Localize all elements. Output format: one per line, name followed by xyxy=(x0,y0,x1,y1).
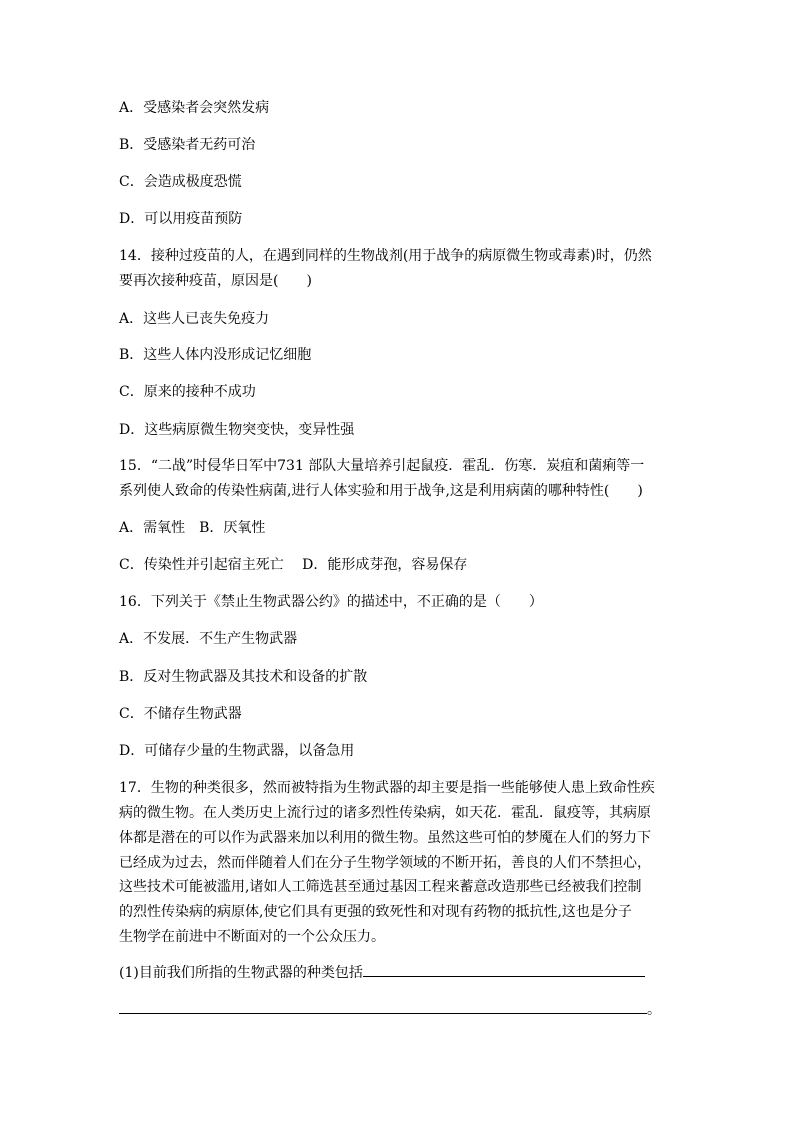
q14-option-a: A．这些人已丧失免疫力 xyxy=(119,311,270,327)
q17-passage-line3: 体都是潜在的可以作为武器来加以利用的微生物。虽然这些可怕的梦魇在人们的努力下 xyxy=(119,830,651,846)
q17-sub1-line xyxy=(119,962,645,982)
q14-stem-line2: 要再次接种疫苗，原因是( ) xyxy=(119,273,312,289)
q14-option-d: D．这些病原微生物突变快，变异性强 xyxy=(119,422,355,438)
q17-passage-line6: 的烈性传染病的病原体,使它们具有更强的致死性和对现有药物的抵抗性,这也是分子 xyxy=(119,904,632,920)
q17-passage-line1: 17．生物的种类很多，然而被特指为生物武器的却主要是指一些能够使人患上致命性疾 xyxy=(119,780,655,796)
q17-sub1-end-punct: 。 xyxy=(647,1002,661,1018)
q15-stem-line2: 系列使人致命的传染性病菌,进行人体实验和用于战争,这是利用病菌的哪种特性( ) xyxy=(119,483,643,499)
q17-passage-line4: 已经成为过去，然而伴随着人们在分子生物学领域的不断开拓，善良的人们不禁担心， xyxy=(119,855,651,871)
q15-options-cd: C．传染性并引起宿主死亡 D．能形成芽孢，容易保存 xyxy=(119,557,468,573)
q17-passage-line7: 生物学在前进中不断面对的一个公众压力。 xyxy=(119,929,385,945)
q16-option-a: A．不发展．不生产生物武器 xyxy=(119,631,298,647)
answer-blank-2[interactable] xyxy=(119,999,647,1014)
q17-passage-line2: 病的微生物。在人类历史上流行过的诸多烈性传染病，如天花．霍乱．鼠疫等，其病原 xyxy=(119,805,651,821)
q16-option-d: D．可储存少量的生物武器，以备急用 xyxy=(119,743,355,759)
q13-option-a: A．受感染者会突然发病 xyxy=(119,100,270,116)
q14-option-c: C．原来的接种不成功 xyxy=(119,384,256,400)
q13-option-d: D．可以用疫苗预防 xyxy=(119,211,243,227)
q13-option-c: C．会造成极度恐慌 xyxy=(119,174,242,190)
q16-stem: 16．下列关于《禁止生物武器公约》的描述中，不正确的是（ ） xyxy=(119,594,543,610)
q15-stem-line1: 15．“二战”时侵华日军中731 部队大量培养引起鼠疫．霍乱．伤寒．炭疽和菌痢等一 xyxy=(119,458,645,474)
q14-stem-line1: 14．接种过疫苗的人，在遇到同样的生物战剂(用于战争的病原微生物或毒素)时，仍然 xyxy=(119,248,652,264)
q17-sub1-prefix: (1)目前我们所指的生物武器的种类包括 xyxy=(119,965,363,981)
q16-option-b: B．反对生物武器及其技术和设备的扩散 xyxy=(119,669,368,685)
q13-option-b: B．受感染者无药可治 xyxy=(119,137,256,153)
q17-passage-line5: 这些技术可能被滥用,诸如人工筛选甚至通过基因工程来蓄意改造那些已经被我们控制 xyxy=(119,879,642,895)
q17-sub1-continuation xyxy=(119,999,661,1019)
answer-blank-1[interactable] xyxy=(363,962,645,977)
q14-option-b: B．这些人体内没形成记忆细胞 xyxy=(119,347,312,363)
q15-options-ab: A．需氧性 B．厌氧性 xyxy=(119,520,266,536)
q16-option-c: C．不储存生物武器 xyxy=(119,706,242,722)
